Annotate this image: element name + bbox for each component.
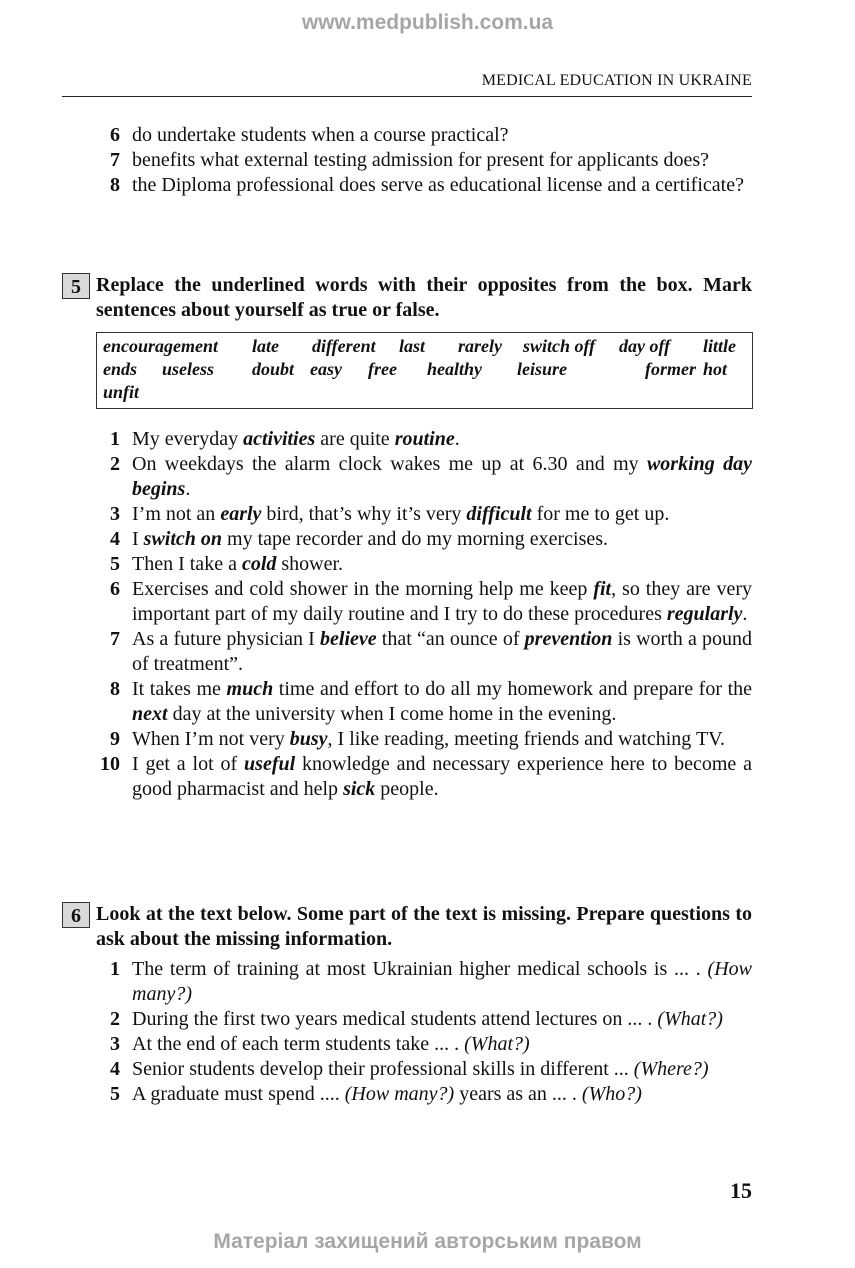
watermark-bottom: Матеріал захищений авторським правом	[213, 1230, 642, 1253]
box-word: different	[312, 336, 376, 356]
box-word: former	[645, 359, 696, 379]
list-item	[62, 452, 752, 502]
task-5-header	[62, 273, 752, 323]
task-instruction: Replace the underlined words with their opposites from the box. Mark sentences about yourself as true or false.	[96, 274, 752, 321]
item-number: 2	[110, 1008, 120, 1030]
item-number: 10	[100, 753, 120, 775]
list-item	[62, 957, 752, 1007]
box-word: easy	[310, 359, 342, 379]
list-item	[62, 123, 752, 148]
box-word: free	[368, 359, 397, 379]
running-head: MEDICAL EDUCATION IN UKRAINE	[62, 72, 752, 97]
list-item	[62, 727, 752, 752]
list-item	[62, 752, 752, 802]
item-text: During the first two years medical students attend lectures on ... . (What?)	[132, 1008, 723, 1030]
box-word: hot	[703, 359, 728, 379]
box-word: doubt	[252, 359, 295, 379]
list-item	[62, 427, 752, 452]
task-6-sentence-list	[62, 957, 752, 1107]
task-instruction: Look at the text below. Some part of the text is missing. Prepare questions to ask about the missing information.	[96, 903, 752, 950]
item-text: I get a lot of useful knowledge and necessary experience here to become a good pharmacist and help sick people.	[132, 753, 752, 800]
list-item	[62, 1082, 752, 1107]
item-text: On weekdays the alarm clock wakes me up at 6.30 and my working day begins.	[132, 453, 752, 500]
item-number: 7	[110, 149, 120, 171]
page-number: 15	[730, 1178, 752, 1203]
item-number: 1	[110, 428, 120, 450]
box-word: healthy	[427, 359, 483, 379]
item-number: 7	[110, 628, 120, 650]
box-word: rarely	[458, 336, 502, 356]
box-word: day off	[619, 336, 671, 356]
item-number: 6	[110, 124, 120, 146]
item-text: Exercises and cold shower in the morning help me keep fit, so they are very important part of my daily routine and I try to do these procedures regularly.	[132, 578, 752, 625]
list-item	[62, 502, 752, 527]
item-number: 4	[110, 1058, 120, 1080]
item-text: My everyday activities are quite routine.	[132, 428, 460, 450]
box-word: last	[399, 336, 426, 356]
list-item	[62, 627, 752, 677]
list-item	[62, 1032, 752, 1057]
item-number: 3	[110, 1033, 120, 1055]
list-item	[62, 1057, 752, 1082]
item-text: benefits what external testing admission for present for applicants does?	[132, 149, 710, 171]
item-number: 3	[110, 503, 120, 525]
item-text: I’m not an early bird, that’s why it’s very difficult for me to get up.	[132, 503, 670, 525]
list-item	[62, 148, 752, 173]
item-text: At the end of each term students take ... . (What?)	[132, 1033, 530, 1055]
box-word: ends	[103, 359, 138, 379]
box-word: encouragement	[103, 336, 218, 356]
item-text: When I’m not very busy, I like reading, meeting friends and watching TV.	[132, 728, 726, 750]
box-word: late	[252, 336, 279, 356]
item-number: 8	[110, 678, 120, 700]
watermark-top: www.medpublish.com.ua	[301, 11, 554, 34]
item-number: 9	[110, 728, 120, 750]
list-item	[62, 677, 752, 727]
item-text: do undertake students when a course practical?	[132, 124, 509, 146]
box-word: little	[703, 336, 736, 356]
task-number-badge: 5	[62, 273, 90, 299]
item-text: It takes me much time and effort to do all my homework and prepare for the next day at the university when I come home in the evening.	[132, 678, 753, 725]
item-text: The term of training at most Ukrainian higher medical schools is ... . (How many?)	[132, 958, 752, 1005]
item-text: A graduate must spend .... (How many?) years as an ... . (Who?)	[132, 1083, 642, 1105]
item-text: I switch on my tape recorder and do my morning exercises.	[132, 528, 609, 550]
box-word: unfit	[103, 382, 140, 402]
box-word: leisure	[517, 359, 568, 379]
word-box	[96, 332, 753, 409]
item-text: the Diploma professional does serve as educational license and a certificate?	[132, 174, 744, 196]
list-item	[62, 173, 752, 198]
task-5-sentence-list	[62, 427, 752, 802]
task-number-badge: 6	[62, 902, 90, 928]
item-number: 5	[110, 553, 120, 575]
item-text: Senior students develop their professional skills in different ... (Where?)	[132, 1058, 709, 1080]
item-number: 5	[110, 1083, 120, 1105]
item-number: 4	[110, 528, 120, 550]
box-word: switch off	[523, 336, 596, 356]
item-number: 1	[110, 958, 120, 980]
item-number: 2	[110, 453, 120, 475]
item-number: 6	[110, 578, 120, 600]
task-6-header	[62, 902, 752, 952]
list-item	[62, 527, 752, 552]
box-word: useless	[162, 359, 215, 379]
list-item	[62, 1007, 752, 1032]
item-text: As a future physician I believe that “an ounce of prevention is worth a pound of treatment”.	[132, 628, 752, 675]
item-number: 8	[110, 174, 120, 196]
list-item	[62, 552, 752, 577]
item-text: Then I take a cold shower.	[132, 553, 344, 575]
continued-question-list	[62, 123, 752, 198]
list-item	[62, 577, 752, 627]
